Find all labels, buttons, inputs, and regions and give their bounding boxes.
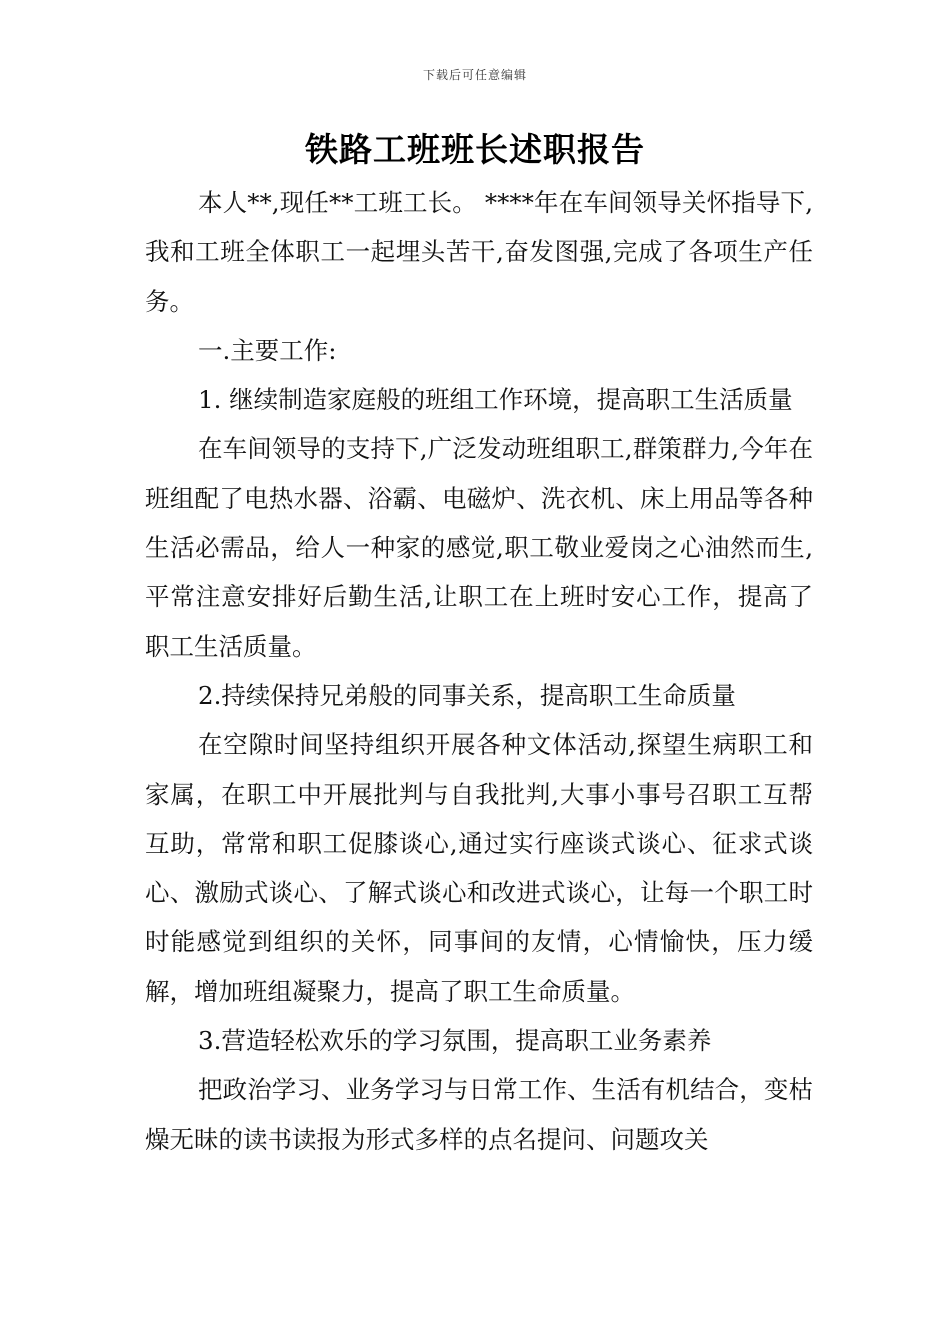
- paragraph-3: 把政治学习、业务学习与日常工作、生活有机结合，变枯燥无昧的读书读报为形式多样的点名提问、问题攻关: [145, 1075, 813, 1154]
- subheading-1: 1. 继续制造家庭般的班组工作环境，提高职工生活质量: [198, 385, 793, 415]
- paragraph-2: 在空隙时间坚持组织开展各种文体活动,探望生病职工和家属，在职工中开展批判与自我批判,大事小事号召职工互帮互助，常常和职工促膝谈心,通过实行座谈式谈心、征求式谈心、激励式谈心、了解式谈心和改进式谈心，让每一个职工时时能感觉到组织的关怀，同事间的友情，心情愉快，压力缓解，增加班组凝聚力，提高了职工生命质量。: [145, 730, 813, 1006]
- subheading-3: 3.营造轻松欢乐的学习氛围，提高职工业务素养: [198, 1026, 712, 1056]
- paragraph-intro: 本人**,现任**工班工长。 ****年在车间领导关怀指导下,我和工班全体职工一起埋头苦干,奋发图强,完成了各项生产任务。: [145, 188, 813, 316]
- header-note: 下载后可任意编辑: [422, 68, 527, 82]
- section-heading-main-work: 一.主要工作:: [198, 335, 337, 365]
- subheading-2: 2.持续保持兄弟般的同事关系，提高职工生命质量: [198, 680, 736, 710]
- paragraph-1: 在车间领导的支持下,广泛发动班组职工,群策群力,今年在班组配了电热水器、浴霸、电磁炉、洗衣机、床上用品等各种生活必需品，给人一种家的感觉,职工敬业爱岗之心油然而生,平常注意安排好后勤生活,让职工在上班时安心工作，提高了职工生活质量。: [145, 434, 813, 661]
- document-title: 铁路工班班长述职报告: [305, 130, 645, 169]
- document-body: [145, 178, 813, 1164]
